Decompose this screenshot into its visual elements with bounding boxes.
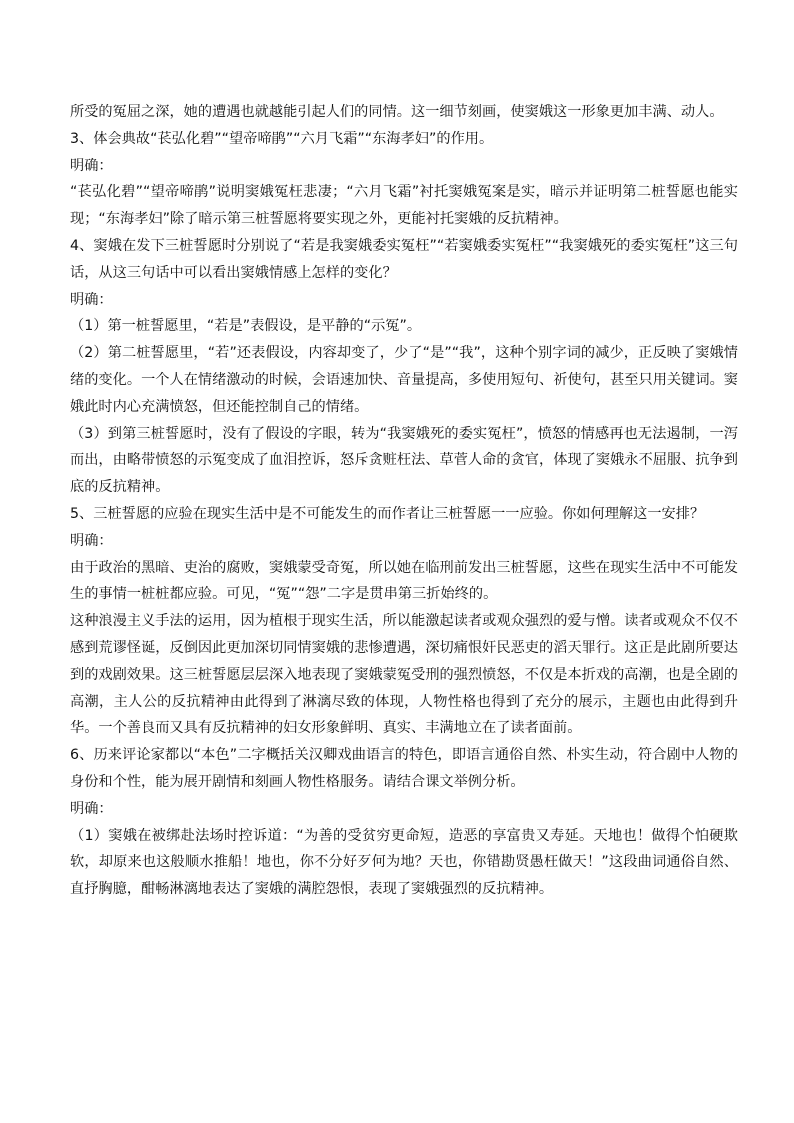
answer-label: 明确： [70, 800, 113, 817]
answer-label: 明确： [70, 291, 113, 308]
paragraph: 所受的冤屈之深，她的遭遇也就越能引起人们的同情。这一细节刻画，使窦娥这一形象更加丰满、动人。 [70, 104, 724, 120]
question-heading: 6、历来评论家都以“本色”二字概括关汉卿戏曲语言的特色，即语言通俗自然、朴实生动，符合剧中人物的身份和个性，能为展开剧情和刻画人物性格服务。请结合课文举例分析。 [70, 747, 738, 790]
paragraph: 由于政治的黑暗、吏治的腐败，窦娥蒙受奇冤，所以她在临刑前发出三桩誓愿，这些在现实生活中不可能发生的事情一桩桩都应验。可见，“冤”“怨”二字是贯串第三折始终的。 [70, 559, 738, 603]
paragraph: （1）第一桩誓愿里，“若是”表假设，是平静的“示冤”。 [70, 318, 422, 335]
question-heading: 5、三桩誓愿的应验在现实生活中是不可能发生的而作者让三桩誓愿一一应验。你如何理解这一安排？ [70, 505, 705, 522]
answer-label: 明确： [70, 532, 113, 549]
question-heading: 4、窦娥在发下三桩誓愿时分别说了“若是我窦娥委实冤枉”“若窦娥委实冤枉”“我窦娥死的委实冤枉”这三句话，从这三句话中可以看出窦娥情感上怎样的变化？ [70, 237, 738, 281]
answer-label: 明确： [70, 157, 113, 174]
question-heading: 3、体会典故“苌弘化碧”“望帝啼鹃”“六月飞霜”“东海孝妇”的作用。 [70, 130, 494, 147]
paragraph: 这种浪漫主义手法的运用，因为植根于现实生活，所以能激起读者或观众强烈的爱与憎。读者或观众不仅不感到荒谬怪诞，反倒因此更加深切同情窦娥的悲惨遭遇，深切痛恨奸民恶吏的滔天罪行。这正是此剧所要达到的戏剧效果。这三桩誓愿层层深入地表现了窦娥蒙冤受刑的强烈愤怒，不仅是本折戏的高潮，也是全剧的高潮，主人公的反抗精神由此得到了淋漓尽致的体现，人物性格也得到了充分的展示，主题也由此得到升华。一个善良而又具有反抗精神的妇女形象鲜明、真实、丰满地立在了读者面前。 [70, 613, 738, 737]
paragraph: （3）到第三桩誓愿时，没有了假设的字眼，转为“我窦娥死的委实冤枉”，愤怒的情感再也无法遏制，一泻而出，由略带愤怒的示冤变成了血泪控诉，怒斥贪赃枉法、草菅人命的贪官，体现了窦娥永不屈服、抗争到底的反抗精神。 [70, 425, 738, 496]
paragraph: “苌弘化碧”“望帝啼鹃”说明窦娥冤枉悲凄；“六月飞霜”衬托窦娥冤案是实，暗示并证明第二桩誓愿也能实现；“东海孝妇”除了暗示第三桩誓愿将要实现之外，更能衬托窦娥的反抗精神。 [70, 184, 738, 228]
paragraph: （1）窦娥在被绑赴法场时控诉道：“为善的受贫穷更命短，造恶的享富贵又寿延。天地也！做得个怕硬欺软，却原来也这般顺水推船！地也，你不分好歹何为地？天也，你错勘贤愚枉做天！”这段曲词通俗自然、直抒胸臆，酣畅淋漓地表达了窦娥的满腔怨恨，表现了窦娥强烈的反抗精神。 [70, 827, 738, 898]
paragraph: （2）第二桩誓愿里，“若”还表假设，内容却变了，少了“是”“我”，这种个别字词的减少，正反映了窦娥情绪的变化。一个人在情绪激动的时候，会语速加快、音量提高，多使用短句、祈使句，甚至只用关键词。窦娥此时内心充满愤怒，但还能控制自己的情绪。 [70, 345, 738, 415]
document-body [70, 99, 738, 903]
